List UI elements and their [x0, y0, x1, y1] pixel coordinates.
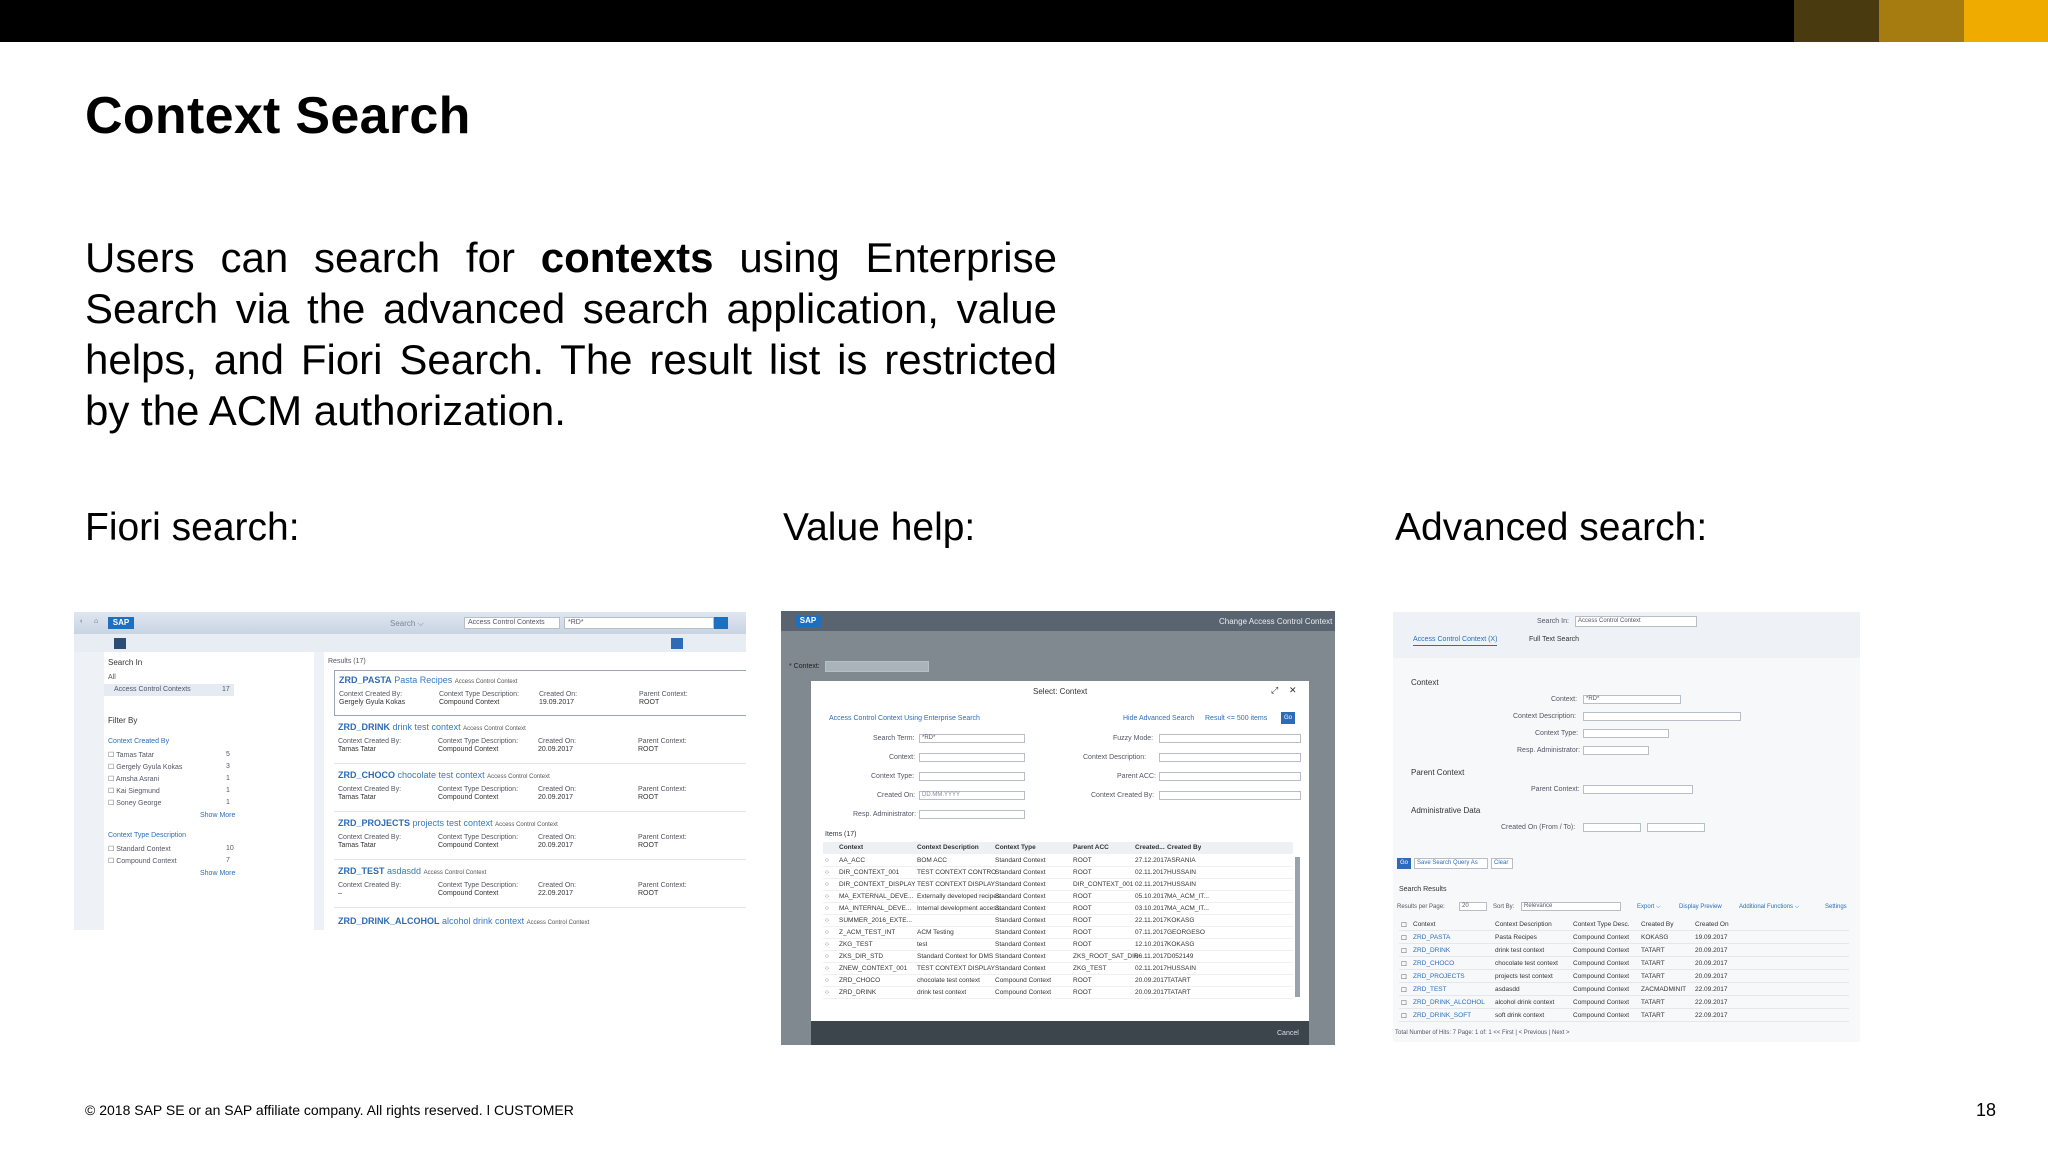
sort-by-label: Sort By:	[1493, 904, 1515, 910]
field-label: Context Type:	[871, 773, 915, 780]
context-description-field[interactable]	[1159, 753, 1301, 762]
filter-icon[interactable]	[114, 638, 126, 649]
table-row[interactable]: ☐ ZRD_DRINK_ALCOHOL alcohol drink context Compound Context TATART 22.09.2017	[1399, 996, 1849, 1009]
field-label: Context Description:	[1513, 713, 1577, 720]
field-label: Context Type:	[1535, 730, 1579, 737]
field-label: Context Description:	[1083, 754, 1147, 761]
result-item[interactable]: ZRD_PROJECTS projects test context Access Control Context Context Created By: Tamas Tatar Context Type Description: Compound Context Created On: 20.09.2017 Parent Context: ROOT	[334, 814, 746, 860]
table-row[interactable]: ○ SUMMER_2016_EXTE... Standard Context ROOT 22.11.2017 KOKASG	[823, 915, 1293, 927]
table-row[interactable]: ☐ ZRD_DRINK drink test context Compound Context TATART 20.09.2017	[1399, 944, 1849, 957]
table-row[interactable]: ☐ ZRD_PASTA Pasta Recipes Compound Context KOKASG 19.09.2017	[1399, 931, 1849, 944]
caption-fiori: Fiori search:	[85, 506, 300, 549]
enterprise-search-link[interactable]: Access Control Context Using Enterprise Search	[829, 715, 980, 722]
resize-icon[interactable]: ⤢	[1271, 685, 1279, 695]
created-on-field[interactable]: DD.MM.YYYY	[919, 791, 1025, 800]
pagination-bar[interactable]: Total Number of Hits: 7 Page: 1 of: 1 << First | < Previous | Next >	[1395, 1030, 1570, 1036]
search-input[interactable]: *RD*	[564, 617, 714, 629]
fiori-search-screenshot	[74, 612, 746, 930]
value-help-screenshot	[781, 611, 1335, 1045]
search-in-label: Search In:	[1537, 618, 1569, 625]
table-row[interactable]: ○ DIR_CONTEXT_DISPLAY TEST CONTEXT DISPLAY Standard Context DIR_CONTEXT_001 02.11.2017 HUSSAIN	[823, 879, 1293, 891]
accent-segment-dark	[1794, 0, 1879, 42]
creator-facet-item[interactable]: ☐ Kai Siegmund 1	[108, 787, 230, 795]
footer-copyright: © 2018 SAP SE or an SAP affiliate company. All rights reserved. ǀ CUSTOMER	[85, 1102, 574, 1118]
go-button[interactable]: Go	[1397, 858, 1411, 869]
field-label: Context:	[889, 754, 916, 761]
table-row[interactable]: ☐ ZRD_PROJECTS projects test context Compound Context TATART 20.09.2017	[1399, 970, 1849, 983]
advanced-search-screenshot	[1393, 612, 1860, 1042]
search-results-label: Search Results	[1399, 886, 1447, 893]
created-by-field[interactable]	[1159, 791, 1301, 800]
advanced-search-top	[1393, 612, 1860, 658]
caption-advanced: Advanced search:	[1395, 506, 1708, 549]
result-item[interactable]: ZRD_PASTA Pasta Recipes Access Control Context Context Created By: Gergely Gyula Kokas Context Type Description: Compound Context Created On: 19.09.2017 Parent Context: ROOT	[334, 670, 746, 716]
select-context-dialog	[811, 681, 1309, 1033]
context-type-field[interactable]	[919, 772, 1025, 781]
resp-admin-input[interactable]	[1583, 746, 1649, 755]
slide-title: Context Search	[85, 87, 471, 145]
table-row[interactable]: ○ ZRD_DRINK drink test context Compound Context ROOT 20.09.2017 TATART	[823, 987, 1293, 999]
table-row[interactable]: ○ MA_INTERNAL_DEVE... Internal development access... Standard Context ROOT 03.10.2017 MA_ACM_IT...	[823, 903, 1293, 915]
result-item[interactable]: ZRD_DRINK drink test context Access Control Context Context Created By: Tamas Tatar Context Type Description: Compound Context Created On: 20.09.2017 Parent Context: ROOT	[334, 718, 746, 764]
accent-segment-gold	[1964, 0, 2048, 42]
table-row[interactable]: ○ MA_EXTERNAL_DEVE... Externally developed recipes Standard Context ROOT 05.10.2017 MA_ACM_IT...	[823, 891, 1293, 903]
results-per-page-label: Results per Page:	[1397, 904, 1445, 910]
context-input[interactable]: *RD*	[1583, 695, 1681, 704]
table-row[interactable]: ○ Z_ACM_TEST_INT ACM Testing Standard Context ROOT 07.11.2017 GEORGESO	[823, 927, 1293, 939]
created-to-input[interactable]	[1647, 823, 1705, 832]
type-facet-item[interactable]: ☐ Standard Context 10	[108, 845, 234, 853]
tab-access-control-context[interactable]: Access Control Context (X)	[1413, 636, 1497, 646]
section-context: Context	[1411, 678, 1439, 687]
creator-facet-item[interactable]: ☐ Tamas Tatar 5	[108, 751, 230, 759]
display-preview-button[interactable]: Display Preview	[1679, 904, 1722, 910]
scope-all[interactable]: All	[108, 674, 116, 681]
top-bar	[0, 0, 2048, 42]
tab-full-text-search[interactable]: Full Text Search	[1529, 636, 1580, 643]
field-label: Created On (From / To):	[1501, 824, 1576, 831]
dialog-footer	[811, 1021, 1309, 1045]
results-table-header: ☐ Context Context Description Context Type Desc. Created By Created On	[1399, 918, 1849, 931]
creator-facet-item[interactable]: ☐ Gergely Gyula Kokas 3	[108, 763, 230, 771]
additional-functions-button[interactable]: Additional Functions ⌵	[1739, 904, 1800, 910]
show-more-link[interactable]: Show More	[200, 870, 236, 877]
scope-select[interactable]: Access Control Contexts	[464, 617, 560, 629]
context-type-select[interactable]	[1583, 729, 1669, 738]
home-icon[interactable]: ⌂	[94, 618, 99, 625]
fuzzy-mode-field[interactable]	[1159, 734, 1301, 743]
clear-button[interactable]: Clear	[1491, 858, 1513, 869]
field-label: Fuzzy Mode:	[1113, 735, 1154, 742]
parent-acc-field[interactable]	[1159, 772, 1301, 781]
accent-segment-mid	[1879, 0, 1964, 42]
context-description-input[interactable]	[1583, 712, 1741, 721]
type-facet-item[interactable]: ☐ Compound Context 7	[108, 857, 230, 865]
intro-paragraph	[85, 232, 1057, 436]
sort-by-select[interactable]: Relevance	[1521, 902, 1621, 911]
value-help-header	[781, 611, 1335, 631]
show-more-link[interactable]: Show More	[200, 812, 236, 819]
facet-pane	[104, 652, 314, 930]
intro-text-2: using Enterprise Search via the advanced search application, value helps, and Fiori Search. The result list is restricted by the ACM authorization.	[85, 234, 1057, 434]
hide-advanced-link[interactable]: Hide Advanced Search	[1123, 715, 1195, 722]
result-item[interactable]: ZRD_DRINK_ALCOHOL alcohol drink context Access Control Context	[338, 916, 590, 926]
list-view-icon[interactable]	[671, 638, 683, 649]
export-button[interactable]: Export ⌵	[1637, 904, 1661, 910]
field-label: Context Created By:	[1091, 792, 1155, 799]
table-row[interactable]: ○ ZKS_DIR_STD Standard Context for DMS Standard Context ZKS_ROOT_SAT_DIR 06.11.2017 D052149	[823, 951, 1293, 963]
creator-facet-item[interactable]: ☐ Soney George 1	[108, 799, 230, 807]
fiori-subheader	[74, 634, 746, 652]
parent-context-input[interactable]	[1583, 785, 1693, 794]
table-row[interactable]: ○ AA_ACC BOM ACC Standard Context ROOT 27.12.2017 ASRANIA	[823, 855, 1293, 867]
results-count: Results (17)	[328, 658, 366, 665]
table-row[interactable]: ○ ZNEW_CONTEXT_001 TEST CONTEXT DISPLAY Standard Context ZKG_TEST 02.11.2017 HUSSAIN	[823, 963, 1293, 975]
field-label: Parent Context:	[1531, 786, 1580, 793]
scope-item[interactable]: Access Control Contexts 17	[104, 684, 234, 696]
intro-text-1: Users can search for	[85, 234, 541, 281]
section-admin: Administrative Data	[1411, 806, 1481, 815]
filter-by-label: Filter By	[108, 716, 138, 725]
cancel-button[interactable]: Cancel	[1277, 1030, 1299, 1037]
advanced-search-body	[1393, 658, 1860, 1042]
table-row[interactable]: ☐ ZRD_CHOCO chocolate test context Compound Context TATART 20.09.2017	[1399, 957, 1849, 970]
dialog-title: Select: Context	[1033, 687, 1088, 696]
result-limit-link[interactable]: Result <= 500 items	[1205, 715, 1268, 722]
sap-logo: SAP	[108, 617, 134, 629]
result-item[interactable]: ZRD_TEST asdasdd Access Control Context Context Created By: – Context Type Description: Compound Context Created On: 22.09.2017 Parent Context: ROOT	[334, 862, 746, 908]
close-icon[interactable]: ✕	[1289, 685, 1297, 695]
items-count: Items (17)	[825, 831, 857, 838]
fiori-shell-bar	[74, 612, 746, 634]
creator-facet-item[interactable]: ☐ Amsha Asrani 1	[108, 775, 230, 783]
sap-logo: SAP	[795, 615, 821, 627]
table-row[interactable]: ○ DIR_CONTEXT_001 TEST CONTEXT CONTRO Standard Context ROOT 02.11.2017 HUSSAIN	[823, 867, 1293, 879]
page-number: 18	[1976, 1100, 1997, 1120]
table-row[interactable]: ☐ ZRD_DRINK_SOFT soft drink context Compound Context TATART 22.09.2017	[1399, 1009, 1849, 1022]
back-icon[interactable]: ‹	[80, 618, 83, 625]
field-label: Parent ACC:	[1117, 773, 1156, 780]
resp-admin-field[interactable]	[919, 810, 1025, 819]
field-label: Resp. Administrator:	[853, 811, 917, 818]
section-parent: Parent Context	[1411, 768, 1465, 777]
results-pane	[324, 652, 746, 930]
search-term-input[interactable]: *RD*	[919, 734, 1025, 743]
table-row[interactable]: ○ ZRD_CHOCO chocolate test context Compound Context ROOT 20.09.2017 TATART	[823, 975, 1293, 987]
table-row[interactable]: ○ ZKG_TEST test Standard Context ROOT 12.10.2017 KOKASG	[823, 939, 1293, 951]
field-label: Context:	[1551, 696, 1578, 703]
table-header: Context Context Description Context Type Parent ACC Created... Created By	[823, 842, 1293, 854]
field-label: Resp. Administrator:	[1517, 747, 1581, 754]
context-input[interactable]	[825, 661, 929, 672]
settings-link[interactable]: Settings	[1825, 904, 1847, 910]
created-from-input[interactable]	[1583, 823, 1641, 832]
facet-created-by-title: Context Created By	[108, 738, 170, 745]
facet-type-title: Context Type Description	[108, 832, 187, 839]
search-in-select[interactable]: Access Control Context	[1575, 616, 1697, 627]
intro-bold-word: contexts	[540, 234, 714, 281]
result-item[interactable]: ZRD_CHOCO chocolate test context Access Control Context Context Created By: Tamas Tatar Context Type Description: Compound Context Created On: 20.09.2017 Parent Context: ROOT	[334, 766, 746, 812]
caption-value-help: Value help:	[783, 506, 976, 549]
context-field[interactable]	[919, 753, 1025, 762]
results-per-page-select[interactable]: 20	[1459, 902, 1487, 911]
search-scope-label[interactable]: Search ⌵	[390, 619, 424, 628]
search-in-label: Search In	[108, 658, 143, 667]
app-title: Change Access Control Context	[1219, 617, 1333, 626]
go-button[interactable]: Go	[1281, 712, 1295, 724]
save-query-button[interactable]: Save Search Query As	[1414, 858, 1488, 869]
search-icon[interactable]	[714, 617, 728, 629]
context-label: * Context:	[789, 663, 820, 670]
table-scrollbar[interactable]	[1295, 857, 1300, 997]
field-label: Created On:	[877, 792, 916, 799]
table-row[interactable]: ☐ ZRD_TEST asdasdd Compound Context ZACMADMINIT 22.09.2017	[1399, 983, 1849, 996]
field-label: Search Term:	[873, 735, 915, 742]
